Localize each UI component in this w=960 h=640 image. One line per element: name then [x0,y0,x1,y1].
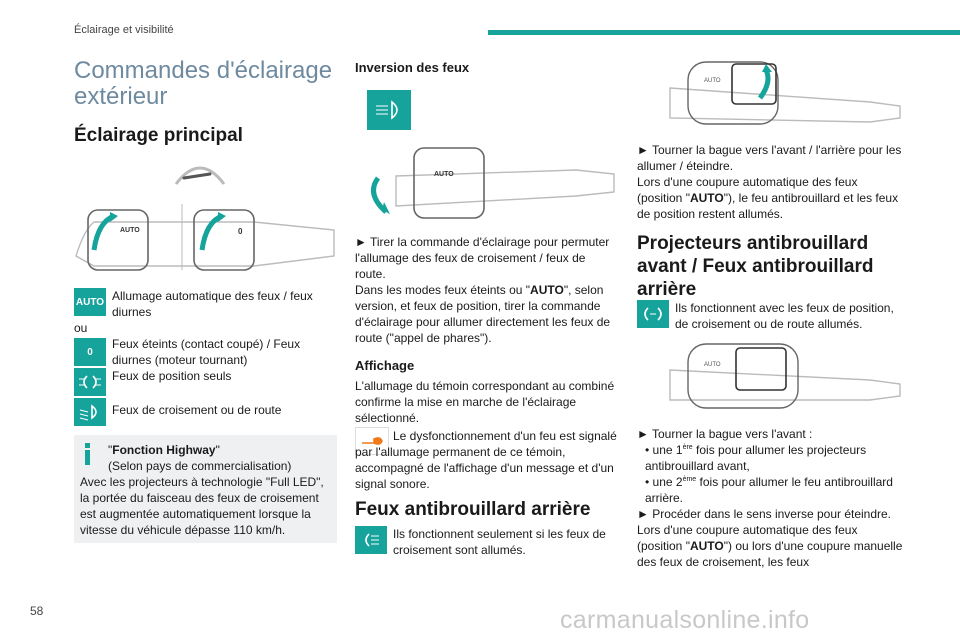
fog-step-5-auto: AUTO [689,539,724,553]
svg-text:0: 0 [238,227,243,236]
fog-step-2-auto: AUTO [689,191,724,205]
page-title: Commandes d'éclairage extérieur [74,57,333,110]
rear-fog-icon [355,526,387,554]
fog-body: Ils fonctionnent avec les feux de position, de croisement ou de route allumés. [675,301,894,331]
fog-bullet-2-a: • une 2 [645,475,683,489]
fog-bullet-1-a: • une 1 [645,443,683,457]
fog-step-2-a: Lors d'une coupure automatique des feux (position " [637,175,858,205]
fog-ring-illustration-bottom [640,340,902,414]
flash-body-2-c: ", selon version, et feux de position, tirer la commande d'éclairage pour allumer directement les feux de route ("appel de phares"). [355,283,611,345]
or-label: ou [74,321,88,335]
flash-body-2 [355,282,619,346]
section-title-flash: Inversion des feux [355,60,470,75]
tip-title: Fonction Highway [112,443,216,457]
fog-bullet-2 [645,474,903,506]
position-lights-icon [74,368,106,396]
fog-step-1: ► Tourner la bague vers l'avant / l'arrière pour les allumer / éteindre. [637,143,902,173]
header-accent-bar [488,30,960,35]
tip-line1: (Selon pays de commercialisation) [108,459,292,473]
fog-bullet-2-sup: ème [682,476,697,483]
zero-icon: 0 [74,338,106,366]
fog-step-5 [637,522,903,570]
auto-icon: AUTO [74,288,106,316]
stalk-auto-label: AUTO [434,171,454,178]
watermark: carmanualsonline.info [560,606,810,634]
fog-bullet-2-b: fois pour allumer le feu antibrouillard arrière. [645,475,893,505]
fog-step-5-c: ") ou lors d'une coupure manuelle des feux de croisement, les feux [637,539,903,569]
dipped-beam-icon [74,398,106,426]
warning-text: Le dysfonctionnement d'un feu est signalé par l'allumage permanent de ce témoin, accompagné de l'affichage d'un message et d'un signal sonore. [355,429,617,491]
fog-step-4: ► Procéder dans le sens inverse pour éteindre. [637,507,892,521]
rear-fog-body: Ils fonctionnent seulement si les feux de croisement sont allumés. [393,527,606,557]
svg-text:AUTO: AUTO [704,362,721,368]
fog-step-5-a: Lors d'une coupure automatique des feux (position " [637,523,858,553]
tip-title-line: "Fonction Highway" [108,443,220,457]
fog-step-2-c: "), le feu antibrouillard et les feux de position restent allumés. [637,191,899,221]
item-off-label: Feux éteints (contact coupé) / Feux diurnes (moteur tournant) [112,337,301,367]
section-title-display: Affichage [355,358,415,373]
page-number: 58 [30,604,44,618]
item-position-label: Feux de position seuls [112,369,232,383]
section-title-rear-fog: Feux antibrouillard arrière [355,499,591,520]
fog-bullet-1-b: fois pour allumer les projecteurs antibrouillard avant, [645,443,867,473]
tip-body: Avec les projecteurs à technologie "Full LED", la portée du faisceau des feux de croisement est augmentée automatiquement lorsque la vitesse du véhicule dépasse 110 km/h. [80,475,324,537]
section-title-main-lighting: Éclairage principal [74,125,243,146]
lighting-stalk-illustration [74,200,336,274]
column-1 [74,58,339,147]
display-body: L'allumage du témoin correspondant au combiné confirme la mise en marche de l'éclairage sélectionné. [355,379,615,425]
item-auto-label: Allumage automatique des feux / feux diurnes [112,289,313,319]
front-fog-icon [637,300,669,328]
fog-bullet-1 [645,442,903,474]
flash-body-2-a: Dans les modes feux éteints ou " [355,283,531,297]
steering-wheel-illustration [170,158,230,190]
flash-stalk-illustration [356,146,618,220]
fog-step-2 [637,174,903,222]
flash-body-2-auto: AUTO [530,283,564,297]
flash-body-1: ► Tirer la commande d'éclairage pour permuter l'allumage des feux de croisement / feux de route. [355,235,610,281]
fog-bullet-1-sup: ère [682,444,693,451]
info-icon [84,443,92,467]
section-title-fog-lights: Projecteurs antibrouillard avant / Feux antibrouillard arrière [637,233,874,300]
svg-text:AUTO: AUTO [704,78,721,84]
section-header: Éclairage et visibilité [74,24,174,36]
svg-text:AUTO: AUTO [120,227,140,234]
fog-step-3: ► Tourner la bague vers l'avant : [637,427,813,441]
fog-ring-illustration-top [640,58,902,128]
main-beam-icon [367,90,411,130]
item-dipped-label: Feux de croisement ou de route [112,403,282,417]
